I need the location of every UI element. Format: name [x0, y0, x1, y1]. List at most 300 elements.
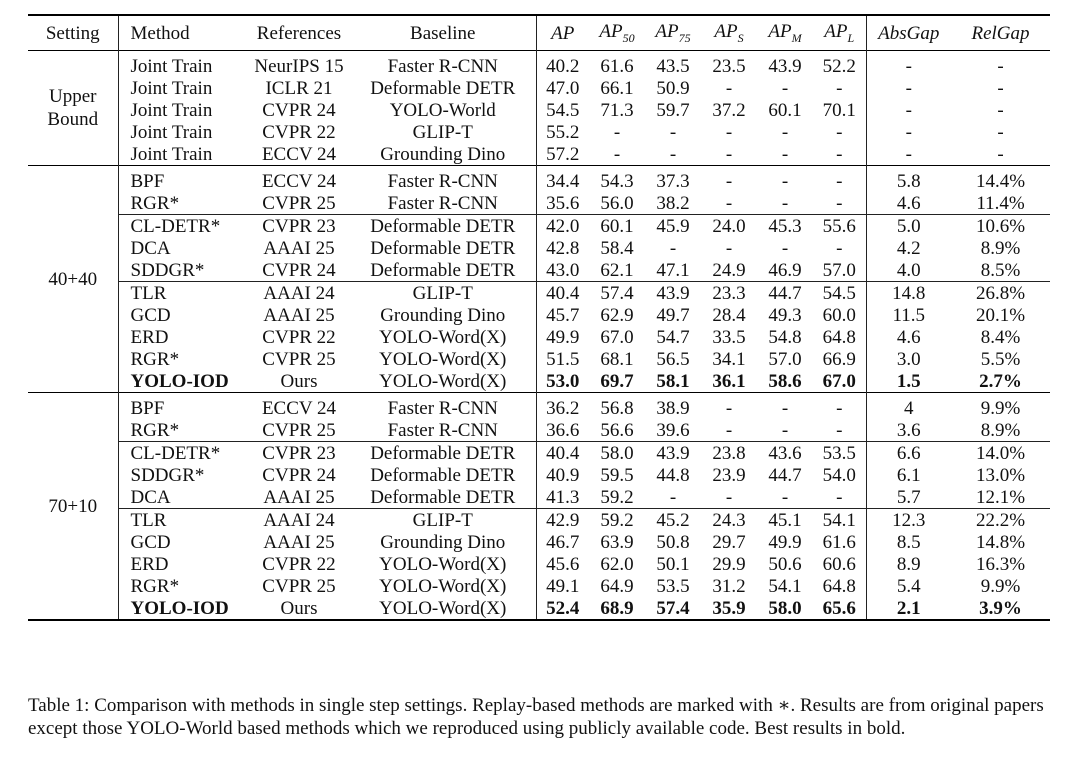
relgap-cell: 2.7%: [979, 370, 1022, 392]
table-row: [28, 121, 1050, 143]
header-aps-label: AP: [714, 21, 738, 43]
apl-cell: 65.6: [813, 597, 866, 620]
ap50-cell: 56.8: [589, 393, 645, 420]
header-baseline: Baseline: [350, 15, 536, 51]
header-apl-label: AP: [824, 21, 848, 43]
aps-cell: 33.5: [712, 326, 746, 348]
reference-cell: ECCV 24: [248, 166, 350, 193]
ap-cell: 55.2: [546, 121, 580, 143]
table-row: [28, 419, 1050, 442]
relgap-cell: 16.3%: [975, 553, 1026, 575]
method-cell: BPF: [118, 393, 248, 420]
ap50-cell: 64.9: [600, 575, 634, 597]
baseline-cell: Faster R-CNN: [350, 166, 536, 193]
table-row: [28, 99, 1050, 121]
ap50-cell: 62.9: [600, 304, 634, 326]
method-cell: TLR: [118, 509, 248, 532]
apm-cell: 54.8: [768, 326, 802, 348]
relgap-cell: 9.9%: [951, 393, 1050, 420]
table-row: [28, 326, 1050, 348]
relgap-cell: -: [997, 143, 1004, 165]
header-method: Method: [130, 22, 190, 44]
method-cell: Joint Train: [130, 121, 213, 143]
relgap-cell: -: [951, 51, 1050, 78]
apl-cell: 54.1: [813, 509, 866, 532]
aps-cell: -: [701, 393, 757, 420]
apl-cell: -: [813, 237, 866, 259]
ap-cell: 46.7: [546, 531, 580, 553]
apm-cell: -: [781, 237, 789, 259]
absgap-cell: 12.3: [866, 509, 951, 532]
ap50-cell: 56.6: [600, 419, 634, 441]
ap75-cell: 53.5: [656, 575, 690, 597]
ap75-cell: 45.9: [645, 215, 701, 238]
aps-cell: 24.3: [701, 509, 757, 532]
ap-cell: 45.7: [546, 304, 580, 326]
ap-cell: 40.4: [536, 282, 589, 305]
reference-cell: AAAI 25: [263, 486, 335, 508]
absgap-cell: 4.2: [896, 237, 921, 259]
apl-cell: 60.0: [813, 304, 866, 326]
method-cell: RGR*: [130, 192, 180, 214]
ap-cell: 49.1: [546, 575, 580, 597]
method-cell: TLR: [118, 282, 248, 305]
table-row: [28, 442, 1050, 465]
absgap-cell: 4: [866, 393, 951, 420]
aps-cell: -: [725, 77, 733, 99]
aps-cell: 29.7: [712, 531, 746, 553]
absgap-cell: -: [905, 143, 912, 165]
reference-cell: Ours: [280, 370, 318, 392]
relgap-cell: 10.6%: [951, 215, 1050, 238]
absgap-cell: -: [905, 77, 912, 99]
absgap-cell: 5.7: [896, 486, 921, 508]
table-row: [28, 259, 1050, 282]
absgap-cell: 6.1: [896, 464, 921, 486]
ap75-cell: 54.7: [656, 326, 690, 348]
ap75-cell: 43.9: [645, 282, 701, 305]
ap-cell: 45.6: [546, 553, 580, 575]
apm-cell: 44.7: [757, 282, 813, 305]
aps-cell: 37.2: [712, 99, 746, 121]
ap50-cell: 67.0: [600, 326, 634, 348]
ap75-cell: 44.8: [656, 464, 690, 486]
apl-cell: -: [813, 143, 866, 166]
ap50-cell: 56.0: [600, 192, 634, 214]
method-cell: DCA: [130, 486, 171, 508]
reference-cell: AAAI 25: [263, 304, 335, 326]
header-relgap: RelGap: [971, 22, 1030, 44]
absgap-cell: 4.6: [896, 326, 921, 348]
apm-cell: -: [781, 486, 789, 508]
ap75-cell: -: [669, 143, 677, 165]
aps-cell: 23.3: [701, 282, 757, 305]
header-ap75: [645, 15, 701, 51]
apm-cell: 60.1: [768, 99, 802, 121]
absgap-cell: 5.4: [896, 575, 921, 597]
apl-cell: 70.1: [813, 99, 866, 121]
aps-cell: 28.4: [712, 304, 746, 326]
relgap-cell: -: [997, 77, 1004, 99]
method-cell: Joint Train: [130, 143, 213, 165]
table-row: [28, 486, 1050, 509]
aps-cell: 24.0: [701, 215, 757, 238]
absgap-cell: 3.6: [896, 419, 921, 441]
ap50-cell: 68.1: [600, 348, 634, 370]
baseline-cell: YOLO-Word(X): [350, 597, 536, 620]
reference-cell: Ours: [280, 597, 318, 619]
header-apm-sub: M: [791, 30, 802, 45]
ap-cell: 57.2: [546, 143, 580, 165]
apl-cell: 52.2: [813, 51, 866, 78]
reference-cell: ICLR 21: [265, 77, 333, 99]
ap-cell: 36.6: [546, 419, 580, 441]
relgap-cell: 22.2%: [951, 509, 1050, 532]
baseline-cell: Grounding Dino: [350, 304, 536, 326]
ap75-cell: -: [669, 237, 677, 259]
header-apm: [757, 15, 813, 51]
ap75-cell: 50.9: [656, 77, 690, 99]
baseline-cell: YOLO-Word(X): [350, 370, 536, 393]
absgap-cell: -: [905, 99, 912, 121]
setting-cell: Upper Bound: [28, 51, 118, 166]
table-row: [28, 143, 1050, 166]
method-cell: GCD: [130, 304, 171, 326]
ap50-cell: 54.3: [589, 166, 645, 193]
table-row: [28, 370, 1050, 393]
reference-cell: CVPR 25: [262, 192, 336, 214]
method-cell: CL-DETR*: [118, 215, 248, 238]
method-cell: YOLO-IOD: [130, 370, 229, 392]
ap75-cell: 57.4: [656, 597, 690, 619]
relgap-cell: 13.0%: [975, 464, 1026, 486]
aps-cell: -: [725, 237, 733, 259]
aps-cell: -: [725, 486, 733, 508]
baseline-cell: Faster R-CNN: [350, 192, 536, 215]
table-row: [28, 348, 1050, 370]
aps-cell: -: [725, 121, 733, 143]
baseline-cell: YOLO-Word(X): [350, 326, 536, 348]
header-apm-label: AP: [768, 21, 792, 43]
method-cell: ERD: [130, 326, 169, 348]
header-aps: [701, 15, 757, 51]
apm-cell: -: [781, 77, 789, 99]
reference-cell: CVPR 24: [262, 464, 336, 486]
ap50-cell: 60.1: [589, 215, 645, 238]
reference-cell: CVPR 24: [262, 259, 336, 281]
header-apl-sub: L: [847, 30, 855, 45]
ap75-cell: -: [669, 486, 677, 508]
method-cell: DCA: [130, 237, 171, 259]
ap50-cell: 68.9: [600, 597, 634, 619]
ap50-cell: 63.9: [600, 531, 634, 553]
apm-cell: -: [781, 143, 789, 165]
ap50-cell: 66.1: [600, 77, 634, 99]
baseline-cell: GLIP-T: [350, 509, 536, 532]
ap-cell: 40.4: [536, 442, 589, 465]
baseline-cell: Deformable DETR: [350, 237, 536, 259]
absgap-cell: 6.6: [866, 442, 951, 465]
ap75-cell: 37.3: [645, 166, 701, 193]
ap75-cell: 58.1: [656, 370, 690, 392]
apm-cell: 44.7: [768, 464, 802, 486]
ap-cell: 40.9: [546, 464, 580, 486]
absgap-cell: -: [866, 51, 951, 78]
apl-cell: -: [813, 77, 866, 99]
relgap-cell: -: [997, 121, 1004, 143]
ap75-cell: 47.1: [656, 259, 690, 281]
table-row: [28, 553, 1050, 575]
ap-cell: 35.6: [546, 192, 580, 214]
ap50-cell: 59.5: [600, 464, 634, 486]
relgap-cell: 8.9%: [980, 237, 1021, 259]
apm-cell: 49.3: [768, 304, 802, 326]
relgap-cell: 14.0%: [951, 442, 1050, 465]
relgap-cell: 8.9%: [980, 419, 1021, 441]
header-references: References: [256, 22, 342, 44]
ap50-cell: 59.2: [589, 509, 645, 532]
ap75-cell: 38.9: [645, 393, 701, 420]
method-cell: GCD: [130, 531, 171, 553]
reference-cell: ECCV 24: [261, 143, 337, 165]
apl-cell: -: [813, 192, 866, 215]
absgap-cell: 1.5: [896, 370, 921, 392]
apl-cell: 55.6: [813, 215, 866, 238]
ap-cell: 36.2: [536, 393, 589, 420]
table-row: [28, 215, 1050, 238]
absgap-cell: 8.9: [896, 553, 921, 575]
reference-cell: CVPR 22: [262, 121, 336, 143]
relgap-cell: 14.8%: [975, 531, 1026, 553]
aps-cell: 23.5: [701, 51, 757, 78]
apl-cell: -: [813, 393, 866, 420]
baseline-cell: YOLO-Word(X): [350, 575, 536, 597]
baseline-cell: YOLO-Word(X): [350, 348, 536, 370]
ap75-cell: 49.7: [656, 304, 690, 326]
reference-cell: CVPR 22: [262, 553, 336, 575]
reference-cell: CVPR 25: [262, 348, 336, 370]
ap-cell: 42.0: [536, 215, 589, 238]
reference-cell: NeurIPS 15: [248, 51, 350, 78]
setting-cell: 40+40: [28, 166, 118, 393]
aps-cell: 24.9: [712, 259, 746, 281]
table-caption: Table 1: Comparison with methods in single step settings. Replay-based methods are marked with ∗. Results are from original papers except those YOLO-World based methods which we reproduced using publicly available code. Best results in bold.: [28, 695, 1044, 739]
ap75-cell: 39.6: [656, 419, 690, 441]
aps-cell: 35.9: [712, 597, 746, 619]
header-ap50-label: AP: [599, 21, 623, 43]
aps-cell: -: [725, 192, 733, 214]
relgap-cell: 11.4%: [976, 192, 1025, 214]
method-cell: SDDGR*: [130, 464, 205, 486]
apl-cell: 57.0: [813, 259, 866, 282]
absgap-cell: 5.0: [866, 215, 951, 238]
relgap-cell: -: [997, 99, 1004, 121]
method-cell: Joint Train: [130, 77, 213, 99]
method-cell: BPF: [118, 166, 248, 193]
apm-cell: -: [781, 121, 789, 143]
ap50-cell: 62.0: [600, 553, 634, 575]
reference-cell: AAAI 25: [263, 237, 335, 259]
baseline-cell: Faster R-CNN: [350, 419, 536, 442]
baseline-cell: Faster R-CNN: [350, 393, 536, 420]
header-ap50: [589, 15, 645, 51]
method-cell: Joint Train: [118, 51, 248, 78]
ap-cell: 42.9: [536, 509, 589, 532]
aps-cell: 36.1: [712, 370, 746, 392]
apm-cell: 43.9: [757, 51, 813, 78]
apl-cell: -: [813, 166, 866, 193]
table-body: [28, 51, 1050, 621]
ap50-cell: 58.4: [600, 237, 634, 259]
absgap-cell: 5.8: [866, 166, 951, 193]
header-ap-label: AP: [551, 22, 575, 44]
apm-cell: -: [757, 166, 813, 193]
absgap-cell: 4.6: [896, 192, 921, 214]
apm-cell: 45.1: [757, 509, 813, 532]
baseline-cell: GLIP-T: [350, 121, 536, 143]
table-row: [28, 464, 1050, 486]
reference-cell: AAAI 24: [248, 282, 350, 305]
reference-cell: AAAI 25: [263, 531, 335, 553]
header-ap: [536, 15, 589, 51]
ap-cell: 53.0: [546, 370, 580, 392]
relgap-cell: 20.1%: [975, 304, 1026, 326]
header-aps-sub: S: [737, 30, 744, 45]
apl-cell: 64.8: [813, 326, 866, 348]
apl-cell: 67.0: [813, 370, 866, 393]
absgap-cell: 14.8: [866, 282, 951, 305]
apl-cell: 60.6: [813, 553, 866, 575]
aps-cell: 23.9: [712, 464, 746, 486]
method-cell: ERD: [130, 553, 169, 575]
ap75-cell: 38.2: [656, 192, 690, 214]
method-cell: CL-DETR*: [118, 442, 248, 465]
reference-cell: CVPR 25: [262, 419, 336, 441]
table-row: [28, 166, 1050, 193]
apm-cell: 43.6: [757, 442, 813, 465]
aps-cell: 23.8: [701, 442, 757, 465]
baseline-cell: Deformable DETR: [350, 464, 536, 486]
method-cell: YOLO-IOD: [130, 597, 229, 619]
table-row: [28, 304, 1050, 326]
ap-cell: 43.0: [546, 259, 580, 281]
relgap-cell: 9.9%: [980, 575, 1021, 597]
apm-cell: 54.1: [768, 575, 802, 597]
ap50-cell: 58.0: [589, 442, 645, 465]
aps-cell: 34.1: [712, 348, 746, 370]
header-ap75-sub: 75: [678, 30, 691, 45]
setting-cell: 70+10: [28, 393, 118, 621]
method-cell: SDDGR*: [130, 259, 205, 281]
apl-cell: 54.0: [813, 464, 866, 486]
table-row: [28, 393, 1050, 420]
baseline-cell: YOLO-World: [350, 99, 536, 121]
ap50-cell: 69.7: [600, 370, 634, 392]
ap-cell: 40.2: [536, 51, 589, 78]
baseline-cell: Deformable DETR: [350, 77, 536, 99]
results-table: [28, 14, 1050, 621]
ap-cell: 47.0: [546, 77, 580, 99]
ap75-cell: 50.1: [656, 553, 690, 575]
apm-cell: 58.0: [768, 597, 802, 619]
ap75-cell: 43.9: [645, 442, 701, 465]
apm-cell: 50.6: [768, 553, 802, 575]
baseline-cell: YOLO-Word(X): [350, 553, 536, 575]
ap-cell: 54.5: [546, 99, 580, 121]
method-cell: RGR*: [130, 575, 180, 597]
reference-cell: CVPR 24: [262, 99, 336, 121]
method-cell: RGR*: [130, 348, 180, 370]
relgap-cell: 12.1%: [975, 486, 1026, 508]
ap50-cell: 61.6: [589, 51, 645, 78]
table-row: [28, 282, 1050, 305]
baseline-cell: Deformable DETR: [350, 215, 536, 238]
ap-cell: 51.5: [546, 348, 580, 370]
ap-cell: 49.9: [546, 326, 580, 348]
apl-cell: -: [813, 419, 866, 442]
ap-cell: 52.4: [546, 597, 580, 619]
ap50-cell: -: [613, 121, 621, 143]
apm-cell: -: [781, 192, 789, 214]
baseline-cell: Grounding Dino: [350, 143, 536, 166]
ap50-cell: -: [613, 143, 621, 165]
apl-cell: 66.9: [813, 348, 866, 370]
baseline-cell: Grounding Dino: [350, 531, 536, 553]
relgap-cell: 14.4%: [951, 166, 1050, 193]
header-setting: Setting: [28, 15, 118, 51]
baseline-cell: GLIP-T: [350, 282, 536, 305]
method-cell: Joint Train: [130, 99, 213, 121]
reference-cell: CVPR 23: [248, 215, 350, 238]
table-row: [28, 237, 1050, 259]
apl-cell: -: [813, 486, 866, 509]
ap50-cell: 57.4: [589, 282, 645, 305]
ap75-cell: 43.5: [645, 51, 701, 78]
apl-cell: 61.6: [813, 531, 866, 553]
table-row: [28, 597, 1050, 620]
header-ap50-sub: 50: [622, 30, 635, 45]
header-absgap: AbsGap: [878, 22, 940, 44]
baseline-cell: Deformable DETR: [350, 442, 536, 465]
relgap-cell: 5.5%: [980, 348, 1021, 370]
table-row: [28, 531, 1050, 553]
reference-cell: CVPR 22: [262, 326, 336, 348]
table-row: [28, 77, 1050, 99]
relgap-cell: 8.5%: [980, 259, 1021, 281]
baseline-cell: Faster R-CNN: [350, 51, 536, 78]
aps-cell: -: [725, 143, 733, 165]
ap75-cell: 45.2: [645, 509, 701, 532]
ap50-cell: 71.3: [600, 99, 634, 121]
reference-cell: CVPR 23: [248, 442, 350, 465]
absgap-cell: 4.0: [896, 259, 921, 281]
baseline-cell: Deformable DETR: [350, 259, 536, 282]
table-row: [28, 192, 1050, 215]
ap-cell: 41.3: [546, 486, 580, 508]
relgap-cell: 8.4%: [980, 326, 1021, 348]
ap-cell: 34.4: [536, 166, 589, 193]
apl-cell: 64.8: [813, 575, 866, 597]
reference-cell: ECCV 24: [248, 393, 350, 420]
aps-cell: -: [701, 166, 757, 193]
apm-cell: 57.0: [768, 348, 802, 370]
absgap-cell: -: [905, 121, 912, 143]
table-row: [28, 509, 1050, 532]
header-apl: [813, 15, 866, 51]
apm-cell: 45.3: [757, 215, 813, 238]
baseline-cell: Deformable DETR: [350, 486, 536, 509]
apm-cell: 46.9: [768, 259, 802, 281]
